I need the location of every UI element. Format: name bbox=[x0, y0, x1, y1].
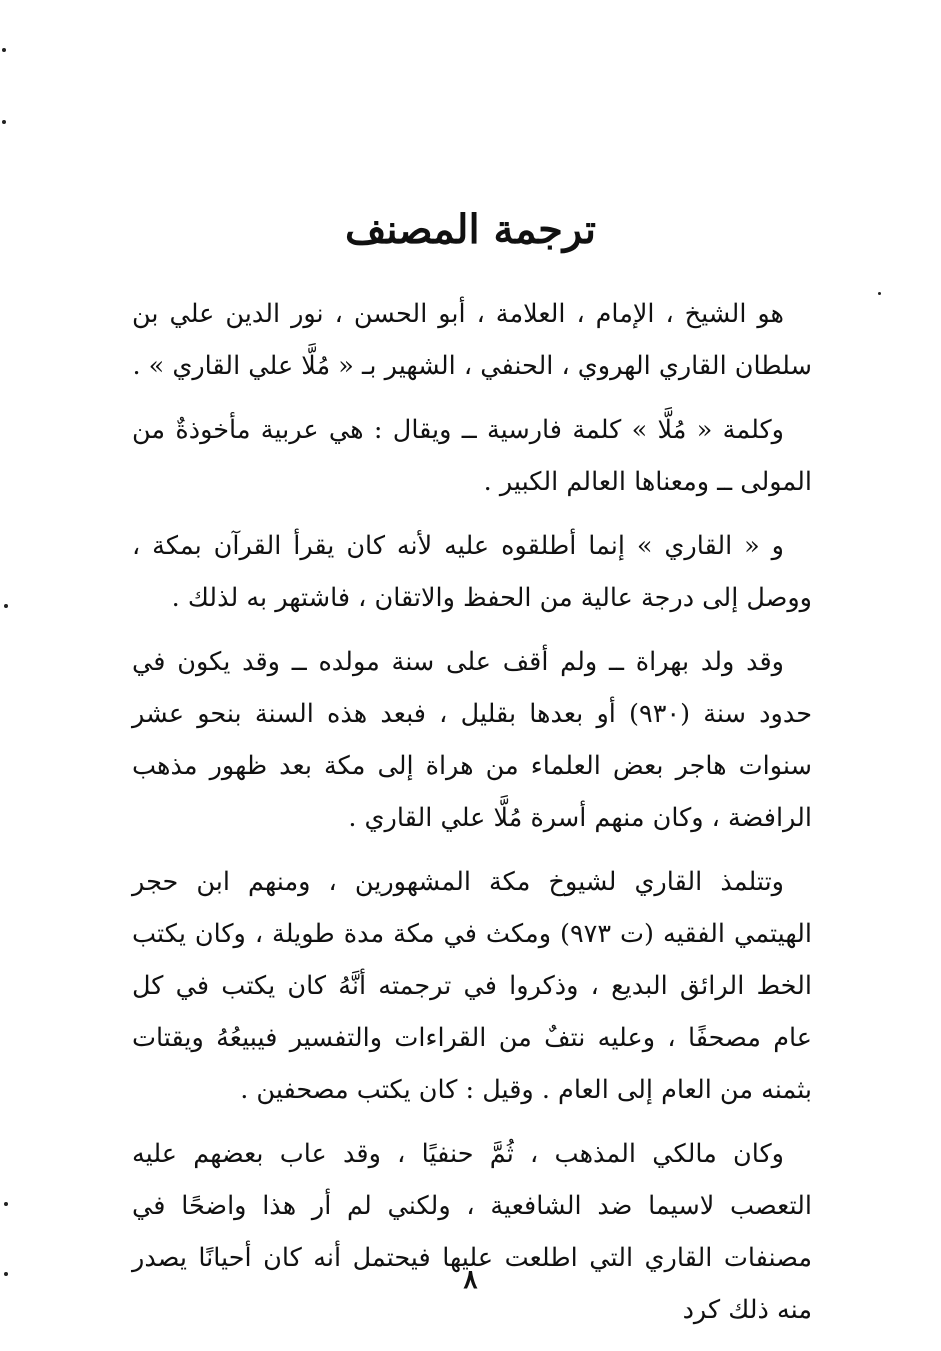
scan-speck bbox=[4, 1202, 8, 1206]
scan-speck bbox=[878, 292, 881, 295]
paragraph-mulla: وكلمة « مُلَّا » كلمة فارسية ــ ويقال : هي عربية مأخوذةٌ من المولى ــ ومعناها العالم الكبير . bbox=[132, 415, 812, 497]
scan-speck bbox=[4, 604, 8, 608]
scan-speck bbox=[2, 120, 6, 124]
scan-speck bbox=[4, 1272, 8, 1276]
paragraph-qari: و « القاري » إنما أطلقوه عليه لأنه كان يقرأ القرآن بمكة ، ووصل إلى درجة عالية من الحفظ والاتقان ، فاشتهر به لذلك . bbox=[132, 531, 812, 613]
paragraph-intro: هو الشيخ ، الإمام ، العلامة ، أبو الحسن ، نور الدين علي بن سلطان القاري الهروي ، الحنفي ، الشهير بـ « مُلَّا علي القاري » . bbox=[132, 299, 812, 381]
page-number: ٨ bbox=[463, 1265, 478, 1295]
scan-speck bbox=[2, 48, 6, 52]
body-text bbox=[132, 288, 812, 1336]
paragraph-madhhab: وكان مالكي المذهب ، ثُمَّ حنفيًا ، وقد عاب بعضهم عليه التعصب لاسيما ضد الشافعية ، ولكني لم أر هذا واضحًا في مصنفات القاري التي اطلعت عليها فيحتمل أنه كان أحيانًا يصدر منه ذلك كرد bbox=[132, 1139, 812, 1325]
paragraph-study: وتتلمذ القاري لشيوخ مكة المشهورين ، ومنهم ابن حجر الهيتمي الفقيه (ت ٩٧٣) ومكث في مكة مدة طويلة ، وكان يكتب الخط الرائق البديع ، وذكروا في ترجمته أنَّهُ كان يكتب في كل عام مصحفًا ، وعليه نتفٌ من القراءات والتفسير فيبيعُهُ ويقتات بثمنه من العام إلى العام . وقيل : كان يكتب مصحفين . bbox=[132, 867, 812, 1105]
page-title: ترجمة المصنف bbox=[344, 206, 596, 253]
paragraph-birth: وقد ولد بهراة ــ ولم أقف على سنة مولده ــ وقد يكون في حدود سنة (٩٣٠) أو بعدها بقليل ، فبعد هذه السنة بنحو عشر سنوات هاجر بعض العلماء من هراة إلى مكة بعد ظهور مذهب الرافضة ، وكان منهم أسرة مُلَّا علي القاري . bbox=[132, 647, 812, 833]
